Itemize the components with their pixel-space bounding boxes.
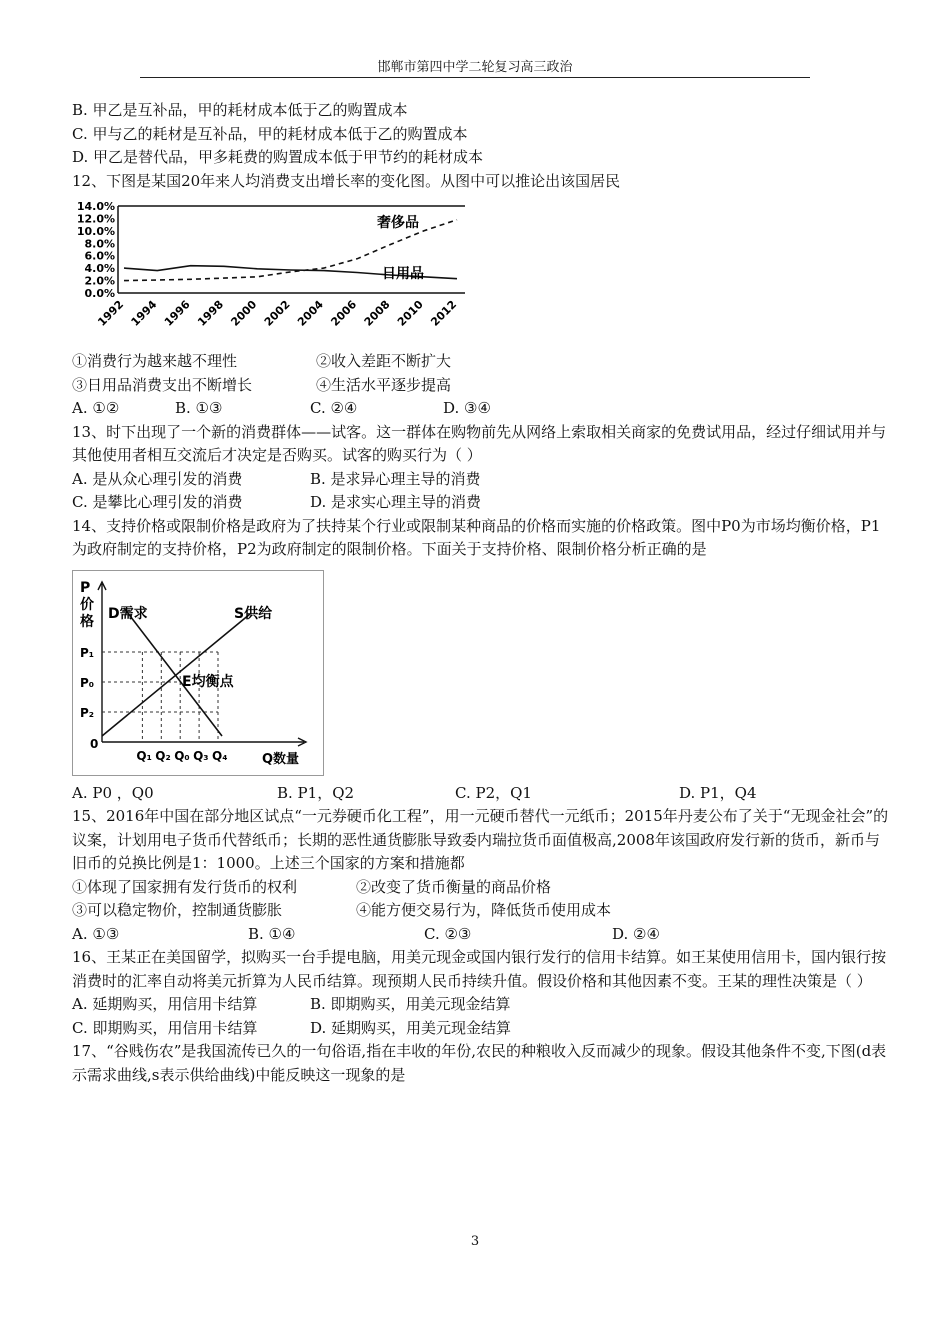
q12-statement-1: ①消费行为越来越不理性 (72, 352, 238, 370)
y-tick-label: 6.0% (84, 249, 115, 263)
x-tick-label: 2008 (361, 297, 393, 329)
q15-option-a: A. ①③ (72, 924, 120, 943)
y-tick-label: 10.0% (76, 224, 115, 238)
q13-option-c: C. 是攀比心理引发的消费 (72, 493, 243, 511)
x-tick-label: 2002 (261, 297, 293, 329)
q12-stem: 12、下图是某国20年来人均消费支出增长率的变化图。从图中可以推论出该国居民 (72, 171, 621, 190)
q15-statement-1: ①体现了国家拥有发行货币的权利 (72, 877, 298, 896)
price-axis-label: 价 (80, 596, 94, 613)
x-tick-label: 2004 (295, 297, 326, 329)
q14-option-d: D. P1，Q4 (679, 783, 757, 802)
q16-options-row-2 (72, 1017, 890, 1041)
q16-option-a: A. 延期购买，用信用卡结算 (72, 995, 258, 1013)
q14-option-c: C. P2，Q1 (455, 783, 532, 802)
demand-label: D需求 (108, 605, 148, 622)
page-header: 邯郸市第四中学二轮复习高三政治 (140, 56, 810, 78)
quantity-tick-label: Q₁ (136, 748, 152, 763)
y-tick-label: 14.0% (76, 200, 115, 213)
q11-option-d: D. 甲乙是替代品，甲多耗费的购置成本低于甲节约的耗材成本 (72, 148, 484, 166)
q14-stem: 14、支持价格或限制价格是政府为了扶持某个行业或限制某种商品的价格而实施的价格政策。图中P0为市场均衡价格，P1为政府制定的支持价格，P2为政府制定的限制价格。下面关于支持价格、限制价格分析正确的是 (72, 516, 881, 558)
q12-statement-3: ③日用品消费支出不断增长 (72, 375, 253, 394)
q15-options (72, 923, 890, 947)
consumption-growth-chart (72, 196, 472, 346)
q16-option-c: C. 即期购买，用信用卡结算 (72, 1018, 258, 1037)
q12-statements-row-1 (72, 350, 890, 374)
q13-stem: 13、时下出现了一个新的消费群体——试客。这一群体在购物前先从网络上索取相关商家的免费试用品，经过仔细试用并与其他使用者相互交流后才决定是否购买。试客的购买行为（ ） (72, 422, 887, 464)
q11-option-b: B. 甲乙是互补品，甲的耗材成本低于乙的购置成本 (72, 101, 408, 119)
quantity-tick-label: Q₄ (212, 748, 228, 763)
q15-statement-4: ④能方便交易行为，降低货币使用成本 (356, 901, 612, 919)
q16-options-row-1 (72, 993, 890, 1017)
diagram-frame (73, 570, 324, 775)
x-tick-label: 1998 (195, 297, 227, 329)
q15-statements-row-1 (72, 876, 890, 900)
y-tick-label: 0.0% (84, 287, 115, 300)
x-tick-label: 1996 (161, 297, 193, 329)
q13-option-d: D. 是求实心理主导的消费 (310, 493, 482, 511)
price-axis-label: 格 (80, 613, 94, 630)
luxury-series-label: 奢侈品 (377, 215, 419, 231)
quantity-tick-label: Q₀ (174, 748, 190, 763)
q15-statement-2: ②改变了货币衡量的商品价格 (356, 877, 552, 896)
q12-option-b: B. ①③ (175, 399, 223, 417)
page-number: 3 (470, 1234, 480, 1249)
q12-option-d: D. ③④ (443, 399, 491, 417)
q15-option-d: D. ②④ (612, 924, 660, 943)
q14-option-b: B. P1，Q2 (277, 783, 355, 802)
q13-options-row-1 (72, 468, 890, 492)
q15-statement-3: ③可以稳定物价，控制通货膨胀 (72, 901, 283, 919)
price-policy-svg (72, 570, 324, 776)
origin-label: 0 (90, 736, 99, 751)
price-tick-label: P₀ (80, 675, 95, 690)
q15-stem: 15、2016年中国在部分地区试点“一元券硬币化工程”，用一元硬币替代一元纸币；2015年丹麦公布了关于“无现金社会”的议案，计划用电子货币代替纸币；长期的恶性通货膨胀导致委内瑞拉货币面值极高,2008年该国政府发行新的货币，新币与旧币的兑换比例是1：1000。上述三个国家的方案和措施都 (72, 807, 889, 872)
x-tick-label: 2006 (328, 297, 360, 329)
q13-option-b: B. 是求异心理主导的消费 (310, 469, 481, 488)
consumption-growth-svg (72, 196, 472, 346)
price-policy-diagram (72, 570, 324, 776)
q12-option-a: A. ①② (72, 399, 120, 417)
y-tick-label: 8.0% (84, 237, 115, 251)
x-tick-label: 2000 (228, 297, 260, 329)
price-axis-label: P (80, 579, 91, 596)
price-tick-label: P₂ (80, 705, 95, 720)
q12-statements-row-2 (72, 374, 890, 398)
y-tick-label: 4.0% (84, 262, 115, 276)
q16-stem: 16、王某正在美国留学，拟购买一台手提电脑，用美元现金或国内银行发行的信用卡结算。如王某使用信用卡，国内银行按消费时的汇率自动将美元折算为人民币结算。现预期人民币持续升值。假设价格和其他因素不变。王某的理性决策是（ ） (72, 948, 887, 990)
quantity-tick-label: Q₃ (193, 748, 209, 763)
page-content (72, 99, 890, 1087)
q12-statement-4: ④生活水平逐步提高 (316, 375, 452, 394)
q15-statements-row-2 (72, 899, 890, 923)
q12-option-c: C. ②④ (310, 399, 358, 417)
q16-option-b: B. 即期购买，用美元现金结算 (310, 995, 511, 1013)
q11-option-c: C. 甲与乙的耗材是互补品，甲的耗材成本低于乙的购置成本 (72, 124, 468, 143)
q13-option-a: A. 是从众心理引发的消费 (72, 469, 243, 488)
x-tick-label: 2010 (394, 297, 426, 329)
quantity-tick-label: Q₂ (155, 748, 171, 763)
price-tick-label: P₁ (80, 645, 95, 660)
x-tick-label: 1992 (95, 297, 127, 329)
q12-options (72, 397, 890, 421)
q15-option-b: B. ①④ (248, 924, 296, 943)
q16-option-d: D. 延期购买，用美元现金结算 (310, 1018, 512, 1037)
q14-options (72, 782, 890, 806)
q17-stem: 17、“谷贱伤农”是我国流传已久的一句俗语,指在丰收的年份,农民的种粮收入反而减少的现象。假设其他条件不变,下图(d表示需求曲线,s表示供给曲线)中能反映这一现象的是 (72, 1042, 887, 1084)
equilibrium-label: E均衡点 (182, 673, 234, 690)
q12-statement-2: ②收入差距不断扩大 (316, 352, 452, 370)
y-tick-label: 12.0% (76, 212, 115, 226)
quantity-axis-label: Q数量 (262, 751, 300, 767)
q15-option-c: C. ②③ (424, 924, 472, 943)
daily-goods-series-label: 日用品 (382, 266, 424, 282)
q14-option-a: A. P0 ，Q0 (72, 783, 154, 802)
q13-options-row-2 (72, 491, 890, 515)
x-tick-label: 2012 (428, 297, 460, 329)
y-tick-label: 2.0% (84, 274, 115, 288)
supply-label: S供给 (234, 605, 273, 622)
x-tick-label: 1994 (128, 297, 160, 329)
